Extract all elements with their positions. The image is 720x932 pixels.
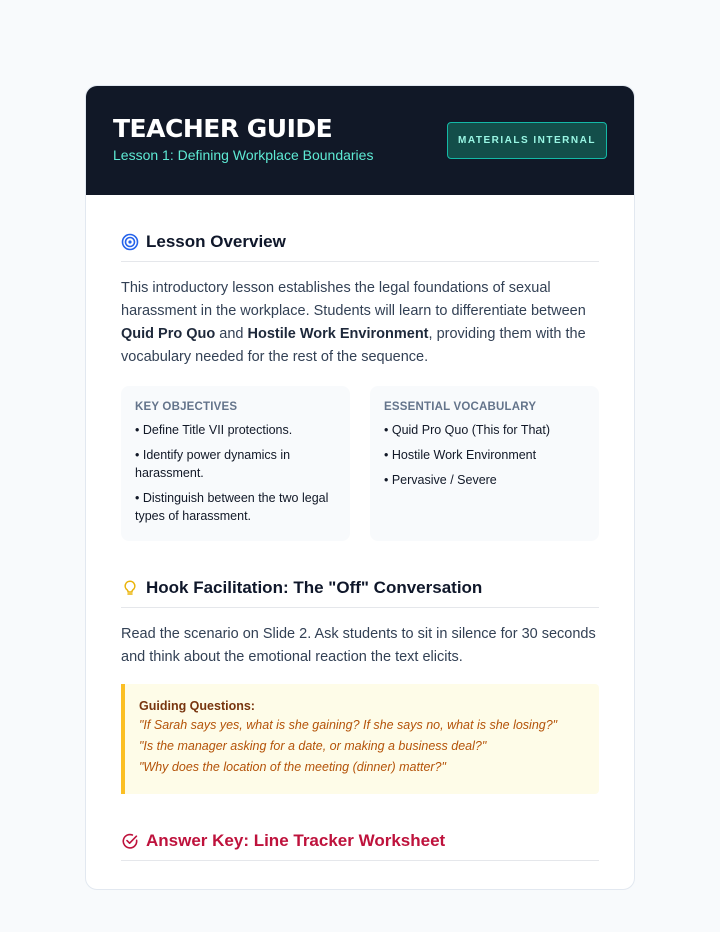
hook-paragraph: Read the scenario on Slide 2. Ask students to sit in silence for 30 seconds and think about the emotional reaction the text elicits. xyxy=(121,626,596,665)
section-title: Lesson Overview xyxy=(146,232,286,251)
list-item: • Define Title VII protections. xyxy=(135,423,293,437)
section-title: Hook Facilitation: The "Off" Conversation xyxy=(146,578,483,597)
overview-paragraph: This introductory lesson establishes the legal foundations of sexual harassment in the workplace. Students will learn to differentiate between Quid Pro Quo and Hostile Work Environment, providing them with the vocabulary needed for the rest of the sequence. xyxy=(121,280,586,365)
list-item: • Quid Pro Quo (This for That) xyxy=(384,423,551,437)
list-item: • Hostile Work Environment xyxy=(384,448,537,462)
list-item: • Distinguish between the two legal types of harassment. xyxy=(135,491,329,523)
list-item: • Identify power dynamics in harassment. xyxy=(135,448,291,480)
callout-title: Guiding Questions: xyxy=(139,699,255,713)
target-icon xyxy=(121,233,139,251)
guiding-question: "Why does the location of the meeting (dinner) matter?" xyxy=(139,760,446,774)
term-hostile-work-environment: Hostile Work Environment xyxy=(247,326,429,342)
lesson-overview-heading xyxy=(121,232,599,262)
guide-header xyxy=(86,86,634,195)
guide-content xyxy=(86,232,634,861)
box-title: KEY OBJECTIVES xyxy=(135,401,238,413)
essential-vocabulary-box xyxy=(370,386,599,541)
box-title: ESSENTIAL VOCABULARY xyxy=(384,401,537,413)
guiding-questions-callout xyxy=(121,684,599,794)
page-title: TEACHER GUIDE xyxy=(113,114,333,143)
section-title: Answer Key: Line Tracker Worksheet xyxy=(146,831,446,850)
term-quid-pro-quo: Quid Pro Quo xyxy=(121,326,216,342)
answer-key-heading xyxy=(121,831,599,861)
teacher-guide-card xyxy=(85,85,635,890)
overview-boxes xyxy=(121,386,599,541)
materials-internal-badge: MATERIALS INTERNAL xyxy=(447,122,607,159)
guiding-question: "If Sarah says yes, what is she gaining? If she says no, what is she losing?" xyxy=(139,718,558,732)
lightbulb-icon xyxy=(121,579,139,597)
guiding-question: "Is the manager asking for a date, or making a business deal?" xyxy=(139,739,487,753)
hook-heading xyxy=(121,578,599,608)
list-item: • Pervasive / Severe xyxy=(384,473,497,487)
key-objectives-box xyxy=(121,386,350,541)
check-circle-icon xyxy=(121,832,139,850)
lesson-subtitle: Lesson 1: Defining Workplace Boundaries xyxy=(113,147,374,163)
